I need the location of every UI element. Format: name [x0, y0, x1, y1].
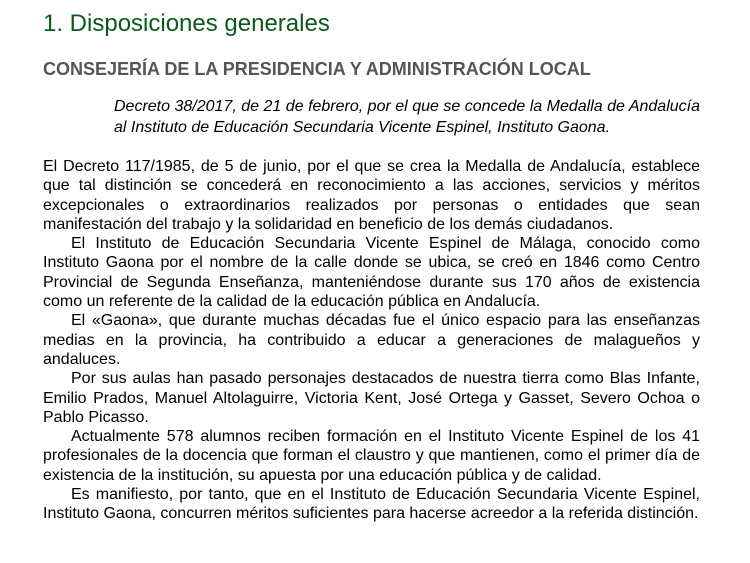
- decree-body: [43, 157, 700, 524]
- section-title: 1. Disposiciones generales: [43, 10, 330, 37]
- body-paragraph: Actualmente 578 alumnos reciben formación en el Instituto Vicente Espinel de los 41 profesionales de la docencia que forman el claustro y que mantienen, como el primer día de existencia de la institución, su apuesta por una educación pública y de calidad.: [43, 428, 700, 484]
- body-paragraph: Es manifiesto, por tanto, que en el Instituto de Educación Secundaria Vicente Espinel, Instituto Gaona, concurren méritos suficientes para hacerse acreedor a la referida distinción.: [43, 486, 700, 523]
- body-paragraph: El Instituto de Educación Secundaria Vicente Espinel de Málaga, conocido como Instituto Gaona por el nombre de la calle donde se ubica, se creó en 1846 como Centro Provincial de Segunda Enseñanza, manteniéndose durante sus 170 años de existencia como un referente de la calidad de la educación pública en Andalucía.: [43, 235, 700, 311]
- decree-title: Decreto 38/2017, de 21 de febrero, por el que se concede la Medalla de Andalucía al Instituto de Educación Secundaria Vicente Espinel, Instituto Gaona.: [114, 98, 700, 136]
- issuer-heading: CONSEJERÍA DE LA PRESIDENCIA Y ADMINISTRACIÓN LOCAL: [43, 59, 591, 79]
- body-paragraph: El Decreto 117/1985, de 5 de junio, por el que se crea la Medalla de Andalucía, establece que tal distinción se concederá en reconocimiento a las acciones, servicios y méritos excepcionales o extraordinarios realizados por personas o entidades que sean manifestación del trabajo y la solidaridad en beneficio de los demás ciudadanos.: [43, 158, 700, 233]
- body-paragraph: Por sus aulas han pasado personajes destacados de nuestra tierra como Blas Infante, Emilio Prados, Manuel Altolaguirre, Victoria Kent, José Ortega y Gasset, Severo Ochoa o Pablo Picasso.: [43, 370, 700, 426]
- body-paragraph: El «Gaona», que durante muchas décadas fue el único espacio para las enseñanzas medias en la provincia, ha contribuido a educar a generaciones de malagueños y andaluces.: [43, 312, 700, 368]
